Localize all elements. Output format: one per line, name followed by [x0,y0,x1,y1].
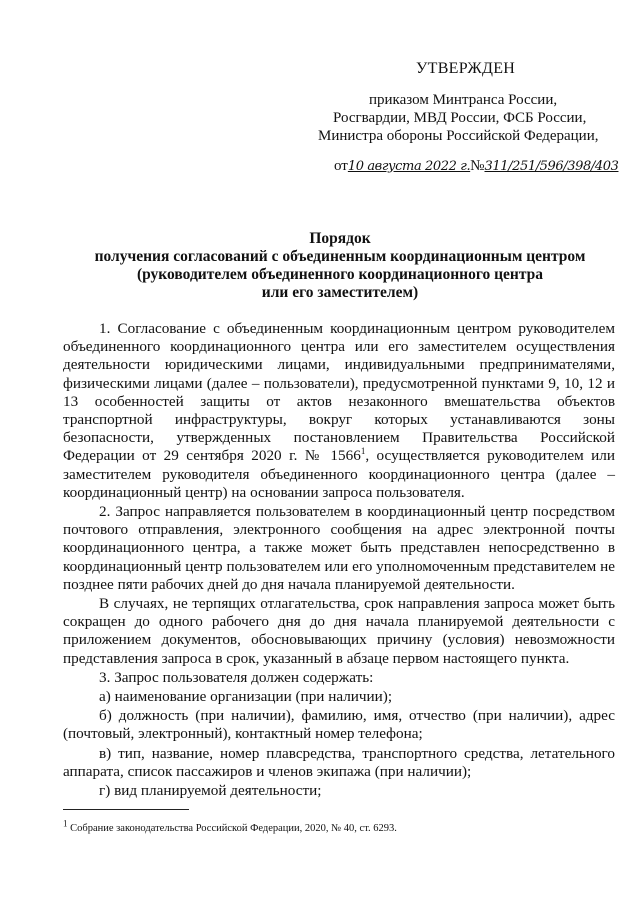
footnote-divider [63,809,189,810]
footnote-ref: 1 [360,446,366,457]
heading-title: Порядок [309,230,371,247]
footnote-text: Собрание законодательства Российской Федерации, 2020, № 40, ст. 6293. [67,823,397,834]
heading-line-4: или его заместителем) [261,284,419,301]
list-item-b: б) должность (при наличии), фамилию, имя, отчество (при наличии), адрес (почтовый, электронный), контактный номер телефона; [63,707,615,743]
order-date: 10 августа 2022 г. [347,159,471,174]
paragraph-1-text-end: , осуществляется руководителем или заместителем руководителя объединенного координационного центра (далее – координационный центр) на основании запроса пользователя. [63,447,615,501]
order-number: 311/251/596/398/403 [484,159,619,174]
paragraph-4: 3. Запрос пользователя должен содержать: [99,668,374,686]
list-item-d: г) вид планируемой деятельности; [99,782,322,800]
heading-line-3: (руководителем объединенного координационного центра [136,266,544,283]
approval-line-1: приказом Минтранса России, [369,92,558,108]
approval-line-2: Росгвардии, МВД России, ФСБ России, [333,110,587,126]
paragraph-2: 2. Запрос направляется пользователем в координационный центр посредством почтового отправления, электронного сообщения на адрес электронной почты координационного центра, а также может быть представлен непосредственно в координационный центр пользователем или его уполномоченным представителем не позднее пяти рабочих дней до дня начала планируемой деятельности. [63,503,615,593]
paragraph-1 [63,320,615,502]
paragraph-1-text: 1. Согласование с объединенным координационным центром руководителем объединенного координационного центра или его заместителем осуществления деятельности юридическими лицами, индивидуальными предпринимателями, физическими лицами (далее – пользователи), предусмотренной пунктами 9, 10, 12 и 13 особенностей защиты от актов незаконного вмешательства объектов транспортной инфраструктуры, вокруг которых устанавливаются зоны безопасности, утвержденных постановлением Правительства Российской Федерации от 29 сентября 2020 г. № 1566 [63,320,615,465]
approval-line-3: Министра обороны Российской Федерации, [318,128,599,144]
from-label: от [334,158,348,174]
number-label: № [470,158,485,174]
footnote [63,818,397,834]
heading-line-2: получения согласований с объединенным координационным центром [94,248,586,265]
footnote-mark: 1 [63,818,68,829]
order-date-number [334,158,618,175]
document-heading [60,230,620,302]
list-item-a: а) наименование организации (при наличии); [99,688,393,706]
paragraph-3: В случаях, не терпящих отлагательства, срок направления запроса может быть сокращен до одного рабочего дня до дня начала планируемой деятельности с приложением документов, обосновывающих причину (условия) невозможности представления запроса в срок, указанный в абзаце первом настоящего пункта. [63,595,615,667]
document-body [63,320,615,800]
list-item-c: в) тип, название, номер плавсредства, транспортного средства, летательного аппарата, список пассажиров и членов экипажа (при наличии); [63,744,615,780]
approved-title: УТВЕРЖДЕН [416,60,516,77]
